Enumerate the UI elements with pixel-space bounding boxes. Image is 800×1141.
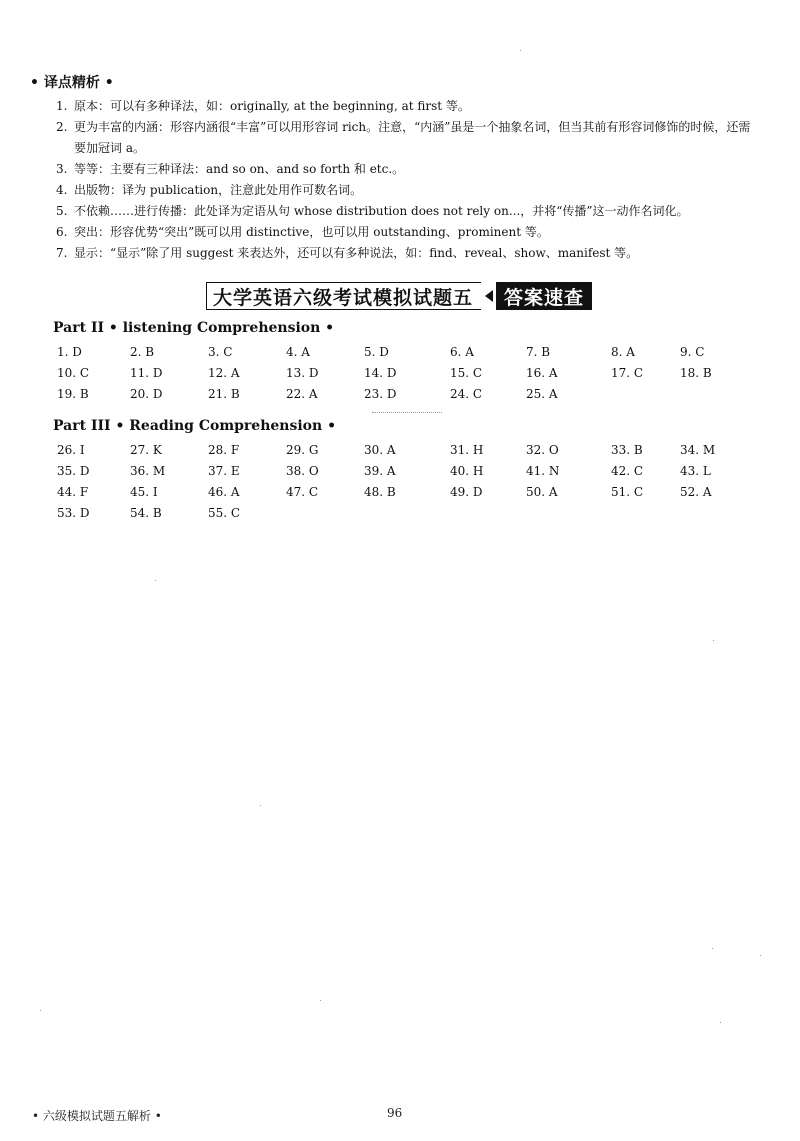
note-item: [58, 180, 758, 201]
footer-section-label: • 六级模拟试题五解析 •: [32, 1109, 162, 1123]
answer-item: 17. C: [611, 366, 644, 380]
answer-item: 34. M: [680, 443, 716, 457]
answer-item: 3. C: [208, 345, 233, 359]
note-item: [58, 222, 758, 243]
divider-dots: [372, 412, 442, 413]
answer-item: 52. A: [680, 485, 712, 499]
part2-title: Part II • listening Comprehension •: [53, 320, 335, 336]
page-number: 96: [387, 1106, 403, 1120]
note-text: 显示：“显示”除了用 suggest 来表达外，还可以有多种说法，如：find、reveal、show、manifest 等。: [74, 246, 639, 260]
answer-item: 8. A: [611, 345, 635, 359]
note-number: 7.: [56, 246, 68, 260]
note-number: 1.: [56, 99, 68, 113]
answer-item: 32. O: [526, 443, 559, 457]
answer-item: 6. A: [450, 345, 474, 359]
note-number: 6.: [56, 225, 68, 239]
note-number: 4.: [56, 183, 68, 197]
answer-item: 28. F: [208, 443, 240, 457]
answer-item: 7. B: [526, 345, 551, 359]
answer-item: 53. D: [57, 506, 90, 520]
answer-item: 33. B: [611, 443, 643, 457]
answer-item: 5. D: [364, 345, 389, 359]
banner-title: 大学英语六级考试模拟试题五: [206, 282, 481, 310]
note-text: 出版物：译为 publication，注意此处用作可数名词。: [74, 183, 363, 197]
answer-item: 44. F: [57, 485, 89, 499]
answer-item: 48. B: [364, 485, 396, 499]
answer-item: 54. B: [130, 506, 162, 520]
answer-item: 27. K: [130, 443, 162, 457]
note-item: [58, 96, 758, 117]
note-text: 突出：形容优势“突出”既可以用 distinctive，也可以用 outstanding、prominent 等。: [74, 225, 549, 239]
note-text: 原本：可以有多种译法，如：originally, at the beginning, at first 等。: [74, 99, 470, 113]
note-text: 等等：主要有三种译法：and so on、and so forth 和 etc.。: [74, 162, 405, 176]
answer-item: 40. H: [450, 464, 484, 478]
answer-item: 26. I: [57, 443, 85, 457]
answer-item: 12. A: [208, 366, 240, 380]
banner-tag: 答案速查: [496, 282, 592, 310]
answer-item: 29. G: [286, 443, 319, 457]
answer-item: 43. L: [680, 464, 711, 478]
answer-item: 16. A: [526, 366, 558, 380]
note-item: [58, 201, 758, 222]
part3-title: Part III • Reading Comprehension •: [53, 418, 337, 434]
translation-notes-list: [58, 96, 758, 264]
answer-item: 11. D: [130, 366, 163, 380]
answer-item: 39. A: [364, 464, 396, 478]
note-item: [58, 117, 758, 159]
answer-item: 20. D: [130, 387, 163, 401]
answer-item: 38. O: [286, 464, 319, 478]
answer-item: 25. A: [526, 387, 558, 401]
answer-item: 24. C: [450, 387, 483, 401]
answer-item: 13. D: [286, 366, 319, 380]
answer-item: 35. D: [57, 464, 90, 478]
answer-item: 22. A: [286, 387, 318, 401]
note-text: 更为丰富的内涵：形容内涵很“丰富”可以用形容词 rich。注意，“内涵”虽是一个抽象名词，但当其前有形容词修饰的时候，还需要加冠词 a。: [74, 120, 751, 155]
answer-item: 47. C: [286, 485, 319, 499]
answer-item: 14. D: [364, 366, 397, 380]
answer-item: 45. I: [130, 485, 158, 499]
answer-item: 42. C: [611, 464, 644, 478]
answer-item: 18. B: [680, 366, 712, 380]
answer-item: 50. A: [526, 485, 558, 499]
answer-item: 55. C: [208, 506, 241, 520]
answer-item: 31. H: [450, 443, 484, 457]
answer-item: 2. B: [130, 345, 155, 359]
answer-item: 36. M: [130, 464, 166, 478]
answer-banner: [206, 281, 592, 311]
note-number: 2.: [56, 120, 68, 134]
note-number: 3.: [56, 162, 68, 176]
notes-heading: • 译点精析 •: [30, 75, 114, 91]
answer-item: 21. B: [208, 387, 240, 401]
answer-item: 49. D: [450, 485, 483, 499]
answer-item: 1. D: [57, 345, 82, 359]
answer-item: 46. A: [208, 485, 240, 499]
answer-item: 9. C: [680, 345, 705, 359]
answer-item: 30. A: [364, 443, 396, 457]
note-item: [58, 159, 758, 180]
note-item: [58, 243, 758, 264]
note-number: 5.: [56, 204, 68, 218]
answer-item: 4. A: [286, 345, 310, 359]
note-text: 不依赖……进行传播：此处译为定语从句 whose distribution does not rely on...，并将“传播”这一动作名词化。: [74, 204, 689, 218]
answer-item: 19. B: [57, 387, 89, 401]
answer-item: 23. D: [364, 387, 397, 401]
answer-item: 41. N: [526, 464, 560, 478]
answer-item: 10. C: [57, 366, 90, 380]
answer-item: 37. E: [208, 464, 240, 478]
answer-item: 51. C: [611, 485, 644, 499]
answer-item: 15. C: [450, 366, 483, 380]
left-arrow-icon: [485, 290, 493, 302]
